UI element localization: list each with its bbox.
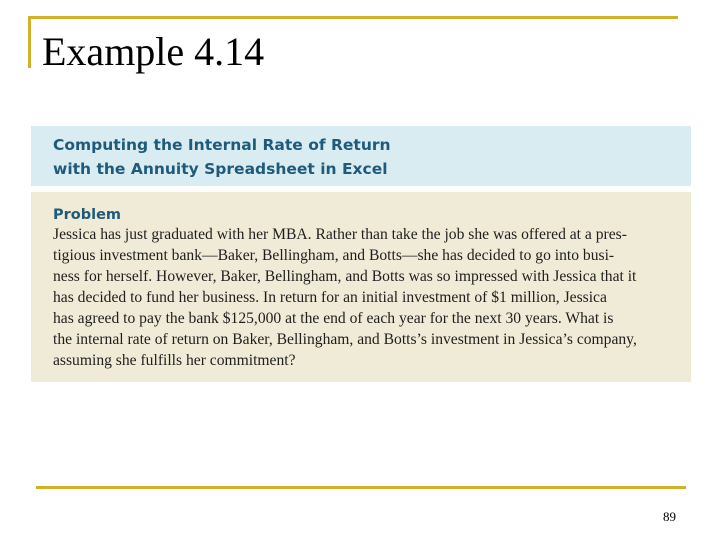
example-header xyxy=(31,126,691,186)
problem-text-line: the internal rate of return on Baker, Bellingham, and Botts’s investment in Jessica’s company, xyxy=(53,331,637,348)
problem-text-line: Jessica has just graduated with her MBA. Rather than take the job she was offered at a pres- xyxy=(53,226,627,243)
problem-text-line: has decided to fund her business. In return for an initial investment of $1 million, Jessica xyxy=(53,289,607,306)
problem-text-line: ness for herself. However, Baker, Bellingham, and Botts was so impressed with Jessica that it xyxy=(53,268,637,285)
problem-section xyxy=(31,192,691,382)
page-number: 89 xyxy=(663,509,676,524)
title-left-rule xyxy=(28,16,31,68)
problem-text-line: has agreed to pay the bank $125,000 at the end of each year for the next 30 years. What is xyxy=(53,310,614,327)
problem-heading: Problem xyxy=(53,207,122,223)
example-box xyxy=(31,126,691,382)
slide-title: Example 4.14 xyxy=(42,29,265,74)
example-header-line-1: Computing the Internal Rate of Return xyxy=(53,136,391,154)
title-top-rule xyxy=(28,16,678,19)
example-header-line-2: with the Annuity Spreadsheet in Excel xyxy=(53,160,388,178)
footer-rule xyxy=(36,486,686,489)
problem-text-line: assuming she fulfills her commitment? xyxy=(53,352,296,369)
problem-text-line: tigious investment bank—Baker, Bellingham, and Botts—she has decided to go into busi- xyxy=(53,247,615,264)
